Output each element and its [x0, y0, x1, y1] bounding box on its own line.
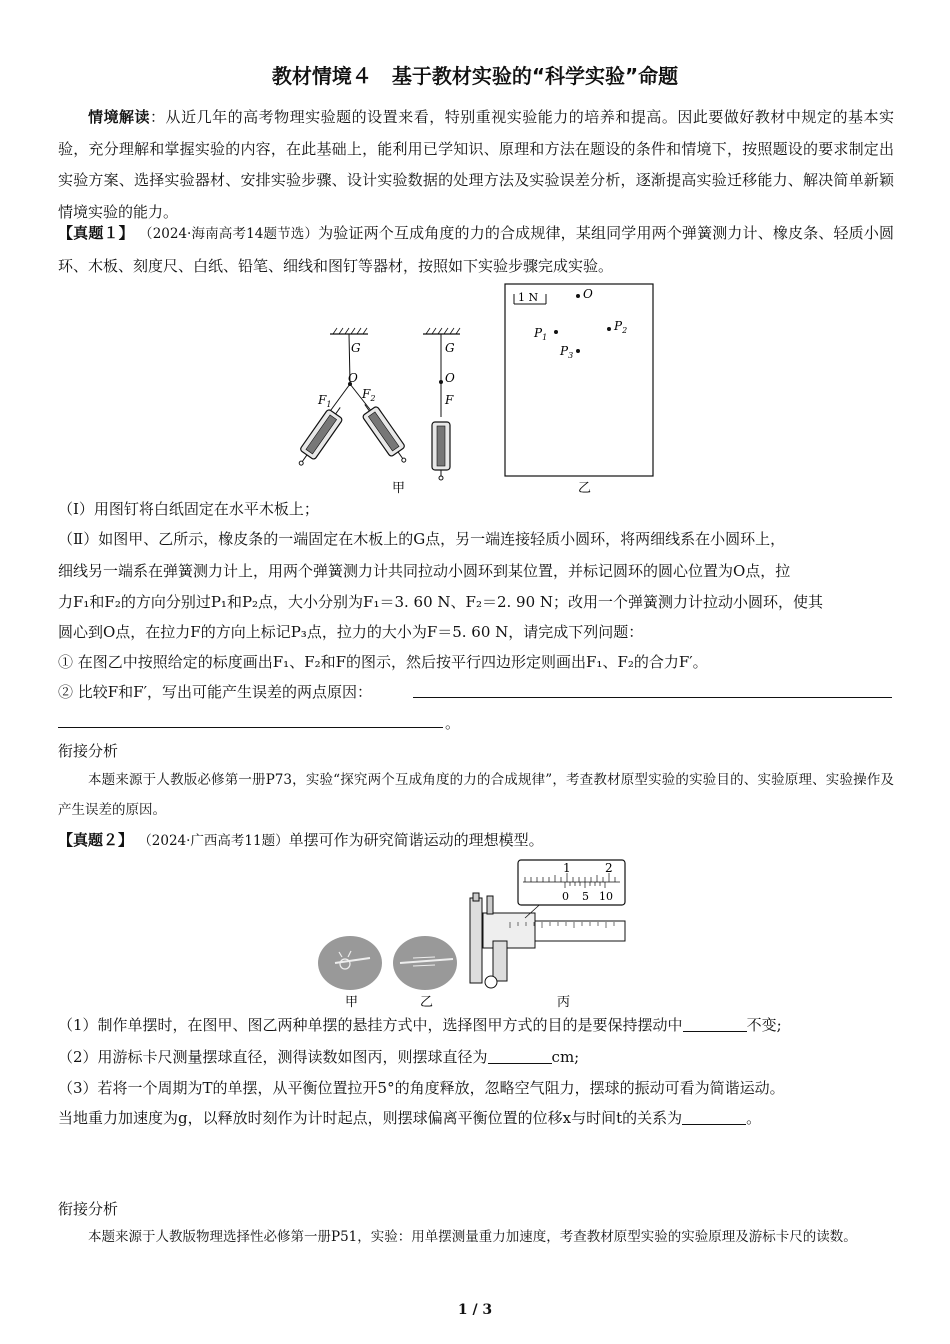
spring-scale-left [293, 402, 348, 470]
caption-q2-bing: 丙 [557, 995, 571, 1010]
label-p2: $P_2$ [614, 319, 628, 335]
answer-line-1[interactable] [413, 697, 892, 698]
label-g-left: G [351, 341, 361, 355]
q1-text: 为验证两个互成角度的力的合成规律，某组同学用两个弹簧测力计、橡皮条、轻质小圆环、木板、刻度尺、白纸、铅笔、细线和图钉等器材，按照如下实验步骤完成实验。 [58, 224, 894, 275]
page-number: 1 / 3 [457, 1302, 493, 1318]
blank-1[interactable] [683, 1017, 747, 1032]
point-o [576, 294, 580, 298]
q1-step2-line2: 细线另一端系在弹簧测力计上，用两个弹簧测力计共同拉动小圆环到某位置，并标记圆环的圆心位置为O点，拉 [58, 562, 791, 580]
caption-q2-jia: 甲 [345, 995, 359, 1010]
scale-bar [514, 291, 546, 304]
label-o-right: O [445, 371, 455, 385]
vernier-sub-0: 0 [562, 890, 569, 903]
label-o-paper: O [583, 287, 593, 301]
q2-paragraph [58, 825, 894, 858]
figure-q2 [315, 858, 635, 1010]
label-f: F [445, 393, 454, 407]
point-p2 [607, 327, 611, 331]
vernier-sub-5: 5 [582, 890, 589, 903]
q2-part3-line2: 当地重力加速度为g，以释放时刻作为计时起点，则摆球偏离平衡位置的位移x与时间t的关系为 。 [58, 1109, 762, 1127]
q1-step2-line4: 圆心到O点，在拉力F的方向上标记P₃点，拉力的大小为F＝5. 60 N，请完成下列问题： [58, 623, 644, 641]
scale-label: 1 N [518, 291, 539, 304]
blank-3[interactable] [682, 1110, 746, 1125]
q1-paragraph [58, 218, 894, 282]
intro-label: 情境解读 [88, 108, 151, 126]
q2-source: （2024·广西高考11题） [145, 833, 289, 849]
q2-part3-line1: （3）若将一个周期为T的单摆，从平衡位置拉开5°的角度释放，忽略空气阻力，摆球的振动可看为简谐运动。 [58, 1079, 785, 1097]
caption-q2-yi: 乙 [420, 995, 434, 1010]
label-p1: $P_1$ [534, 326, 548, 342]
intro-text: ：从近几年的高考物理实验题的设置来看，特别重视实验能力的培养和提高。因此要做好教材中规定的基本实验，充分理解和掌握实验的内容，在此基础上，能利用已学知识、原理和方法在题设的条件和情境下，按照题设的要求制定出实验方案、选择实验器材、安排实验步骤、设计实验数据的处理方法及实验误差分析，逐渐提高实验迁移能力、解决简单新颖情境实验的能力。 [58, 108, 894, 221]
answer-line-2[interactable] [58, 727, 443, 728]
vernier-main-1: 1 [563, 861, 571, 875]
q1-step2-line3: 力F₁和F₂的方向分别过P₁和P₂点，大小分别为F₁＝3. 60 N、F₂＝2. 90 N；改用一个弹簧测力计拉动小圆环，使其 [58, 593, 824, 611]
figure-yi [500, 280, 660, 497]
point-p3 [576, 349, 580, 353]
analysis1-text: 本题来源于人教版必修第一册P73，实验“探究两个互成角度的力的合成规律”，考查教材原型实验的实验目的、实验原理、实验操作及产生误差的原因。 [58, 772, 894, 818]
caption-jia: 甲 [392, 481, 406, 496]
label-p3: $P_3$ [560, 344, 574, 360]
analysis2-text: 本题来源于人教版物理选择性必修第一册P51，实验：用单摆测量重力加速度，考查教材原型实验的实验原理及游标卡尺的读数。 [88, 1229, 857, 1245]
vernier-sub-10: 10 [599, 890, 613, 903]
label-g-right: G [445, 341, 455, 355]
label-f1: $F_1$ [318, 393, 332, 409]
q1-step2-line1: （Ⅱ）如图甲、乙所示，橡皮条的一端固定在木板上的G点，另一端连接轻质小圆环，将两细线系在小圆环上， [58, 530, 786, 548]
caption-yi: 乙 [578, 481, 592, 496]
analysis1-heading: 衔接分析 [58, 742, 119, 760]
intro-paragraph [58, 102, 894, 228]
analysis2-heading: 衔接分析 [58, 1200, 119, 1218]
q2-label: 【真题２】 [58, 831, 134, 849]
label-o-left: O [348, 371, 358, 385]
q1-step1: （Ⅰ）用图钉将白纸固定在水平木板上； [58, 500, 319, 518]
point-p1 [554, 330, 558, 334]
q1-sub1: ① 在图乙中按照给定的标度画出F₁、F₂和F的图示，然后按平行四边形定则画出F₁、F₂的合力F′。 [58, 653, 708, 671]
vernier-main-2: 2 [605, 861, 613, 875]
q2-part1: （1）制作单摆时，在图甲、图乙两种单摆的悬挂方式中，选择图甲方式的目的是要保持摆动中 不变; [58, 1016, 782, 1034]
q1-source: （2024·海南高考14题节选） [145, 226, 319, 242]
q1-period: 。 [445, 714, 461, 732]
page-title: 教材情境４ 基于教材实验的“科学实验”命题 [271, 64, 679, 88]
vernier-caliper [470, 893, 625, 988]
vernier-magnified [518, 860, 625, 905]
q2-part2: （2）用游标卡尺测量摆球直径，测得读数如图丙，则摆球直径为 cm; [58, 1048, 580, 1066]
q2-text: 单摆可作为研究简谐运动的理想模型。 [288, 831, 544, 849]
q1-label: 【真题１】 [58, 224, 134, 242]
q1-sub2: ② 比较F和F′，写出可能产生误差的两点原因： [58, 683, 372, 701]
blank-2[interactable] [488, 1049, 552, 1064]
label-f2: $F_2$ [362, 387, 376, 403]
spring-scale-vertical [432, 422, 450, 480]
figure-jia [290, 322, 475, 497]
spring-scale-right [357, 399, 412, 467]
